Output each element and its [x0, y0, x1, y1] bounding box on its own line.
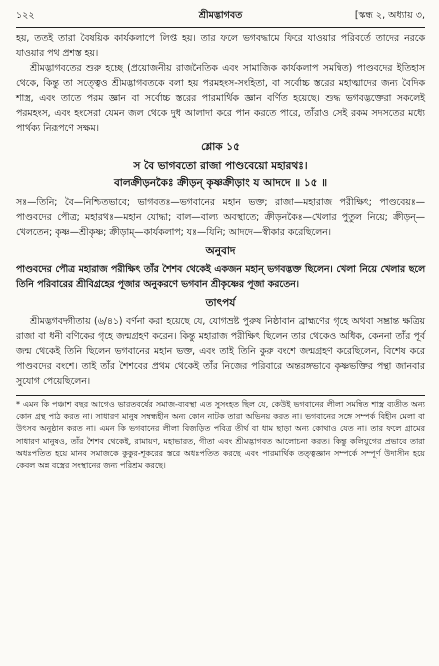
intro-paragraph-1: হয়, ততই তারা বৈষয়িক কার্যকলাপে লিপ্ত হয়। তার ফলে ভগবদ্ধামে ফিরে যাওয়ার পরিবর্তে তাদের নরকে যাওয়ার পথ প্রশস্ত হয়।: [16, 33, 425, 59]
verse-line-1: স বৈ ভাগবতো রাজা পাণ্ডবেয়ো মহারথঃ।: [133, 160, 308, 172]
page-number: ১২২: [16, 10, 35, 21]
page-body: [16, 31, 425, 472]
translation-heading: অনুবাদ: [205, 245, 236, 257]
section-reference: [স্কন্ধ ২, অধ্যায় ৩,: [354, 10, 425, 21]
shloka-heading: শ্লোক ১৫: [201, 141, 240, 153]
document-page: [0, 7, 439, 666]
page-title: শ্রীমদ্ভাগবত: [198, 10, 243, 21]
page-header: [16, 7, 425, 28]
intro-paragraph-2: শ্রীমদ্ভাগবতের শুরু হচ্ছে (প্রয়োজনীয় রাজনৈতিক এবং সামাজিক কার্যকলাপ সমন্বিত) পাণ্ডবদের ইতিহাস থেকে, কিন্তু তা সত্ত্বেও শ্রীমদ্ভাগবতকে বলা হয় পরমহংস-সংহিতা, বা সর্বোচ্চ স্তরের মহাত্মাদের জন্য বৈদিক শাস্ত্র, এবং তাতে পরম জ্ঞান বা সর্বোচ্চ স্তরের পারমার্থিক জ্ঞান বর্ণিত হয়েছে। শুদ্ধ ভগবদ্ভক্তেরা সকলেই পরমহংস, এবং হংসেরা যেমন জল থেকে দুধ আলাদা করে পান করতে পারে, তাঁরাও সেই রকম সদসতের মধ্যে পার্থক্য নিরূপণে সক্ষম।: [16, 63, 425, 134]
purport-text: শ্রীমদ্ভগবদ্গীতায় (৬/৪১) বর্ণনা করা হয়েছে যে, যোগভ্রষ্ট পুরুষ নিষ্ঠাবান ব্রাহ্মণের গৃহে অথবা সম্ভ্রান্ত ক্ষত্রিয় রাজা বা ধনী বণিকের গৃহে জন্মগ্রহণ করেন। কিন্তু মহারাজ পরীক্ষিৎ ছিলেন তার থেকেও অধিক, কেননা তাঁর পূর্ব জন্ম থেকেই তিনি ছিলেন ভগবানের মহান ভক্ত, এবং তাই তিনি কুরু বংশে জন্মগ্রহণ করেছিলেন, বিশেষ করে পাণ্ডবদের বংশে। তাই তাঁর শৈশবের প্রথম থেকেই তাঁর নিজের পরিবারে অন্তরঙ্গভাবে কৃষ্ণভক্তির পন্থা জানবার সুযোগ পেয়েছিলেন।: [16, 316, 425, 387]
translation-text: পাণ্ডবদের পৌত্র মহারাজ পরীক্ষিৎ তাঁর শৈশব থেকেই একজন মহান্ ভগবদ্ভক্ত ছিলেন। খেলা নিয়ে খেলার ছলে তিনি পরিবারের শ্রীবিগ্রহের পূজার অনুকরণে ভগবান শ্রীকৃষ্ণের পূজা করতেন।: [16, 264, 425, 290]
purport-heading: তাৎপর্য: [205, 297, 236, 309]
footnote: * এমন কি পঞ্চাশ বছর আগেও ভারতবর্ষের সমাজ-ব্যবস্থা এত সুসংহত ছিল যে, কেউই ভগবানের লীলা সমন্বিত শাস্ত্র ব্যতীত অন্য কোন গ্রন্থ পাঠ করত না। সাধারণ মানুষ সম্বন্ধহীন অন্য কোন নাটক তারা অভিনয় করত না। ভগবানের সঙ্গে সম্পর্ক বিহীন মেলা বা উৎসব অনুষ্ঠান করত না। এমন কি ভগবানের লীলা বিজড়িত পবিত্র তীর্থ বা ধাম ছাড়া অন্য কোথাও যেত না। তার ফলে গ্রামের সাধারণ মানুষও, তাঁর শৈশব থেকেই, রামায়ণ, মহাভারত, গীতা এবং শ্রীমদ্ভাগবত আলোচনা করত। কিন্তু কলিযুগের প্রভাবে তারা অধঃপতিত হয়ে মানব সমাজকে কুকুর-শূকরের স্তরে অধঃপতিত করছে এবং পারমার্থিক তত্ত্বজ্ঞান সম্পর্কে সম্পূর্ণ উদাসীন হয়ে কেবল অন্ন বস্ত্রের সংস্থানের জন্য পরিশ্রম করছে।: [16, 395, 425, 472]
verse-line-2: বালক্রীড়নকৈঃ ক্রীড়ন্ কৃষ্ণক্রীড়াং য আদদে ॥ ১৫ ॥: [113, 177, 328, 189]
word-for-word-synonyms: সঃ—তিনি; বৈ—নিশ্চিতভাবে; ভাগবতঃ—ভগবানের মহান ভক্ত; রাজা—মহারাজ পরীক্ষিৎ; পাণ্ডবেয়ঃ—পাণ্ডবদের পৌত্র; মহারথঃ—মহান যোদ্ধা; বাল—বাল্য অবস্থাতে; ক্রীড়নকৈঃ—খেলার পুতুল নিয়ে; ক্রীড়ন্—খেলতেন; কৃষ্ণ—শ্রীকৃষ্ণ; ক্রীড়াম্—কার্যকলাপ; যঃ—যিনি; আদদে—স্বীকার করেছিলেন।: [16, 197, 425, 238]
